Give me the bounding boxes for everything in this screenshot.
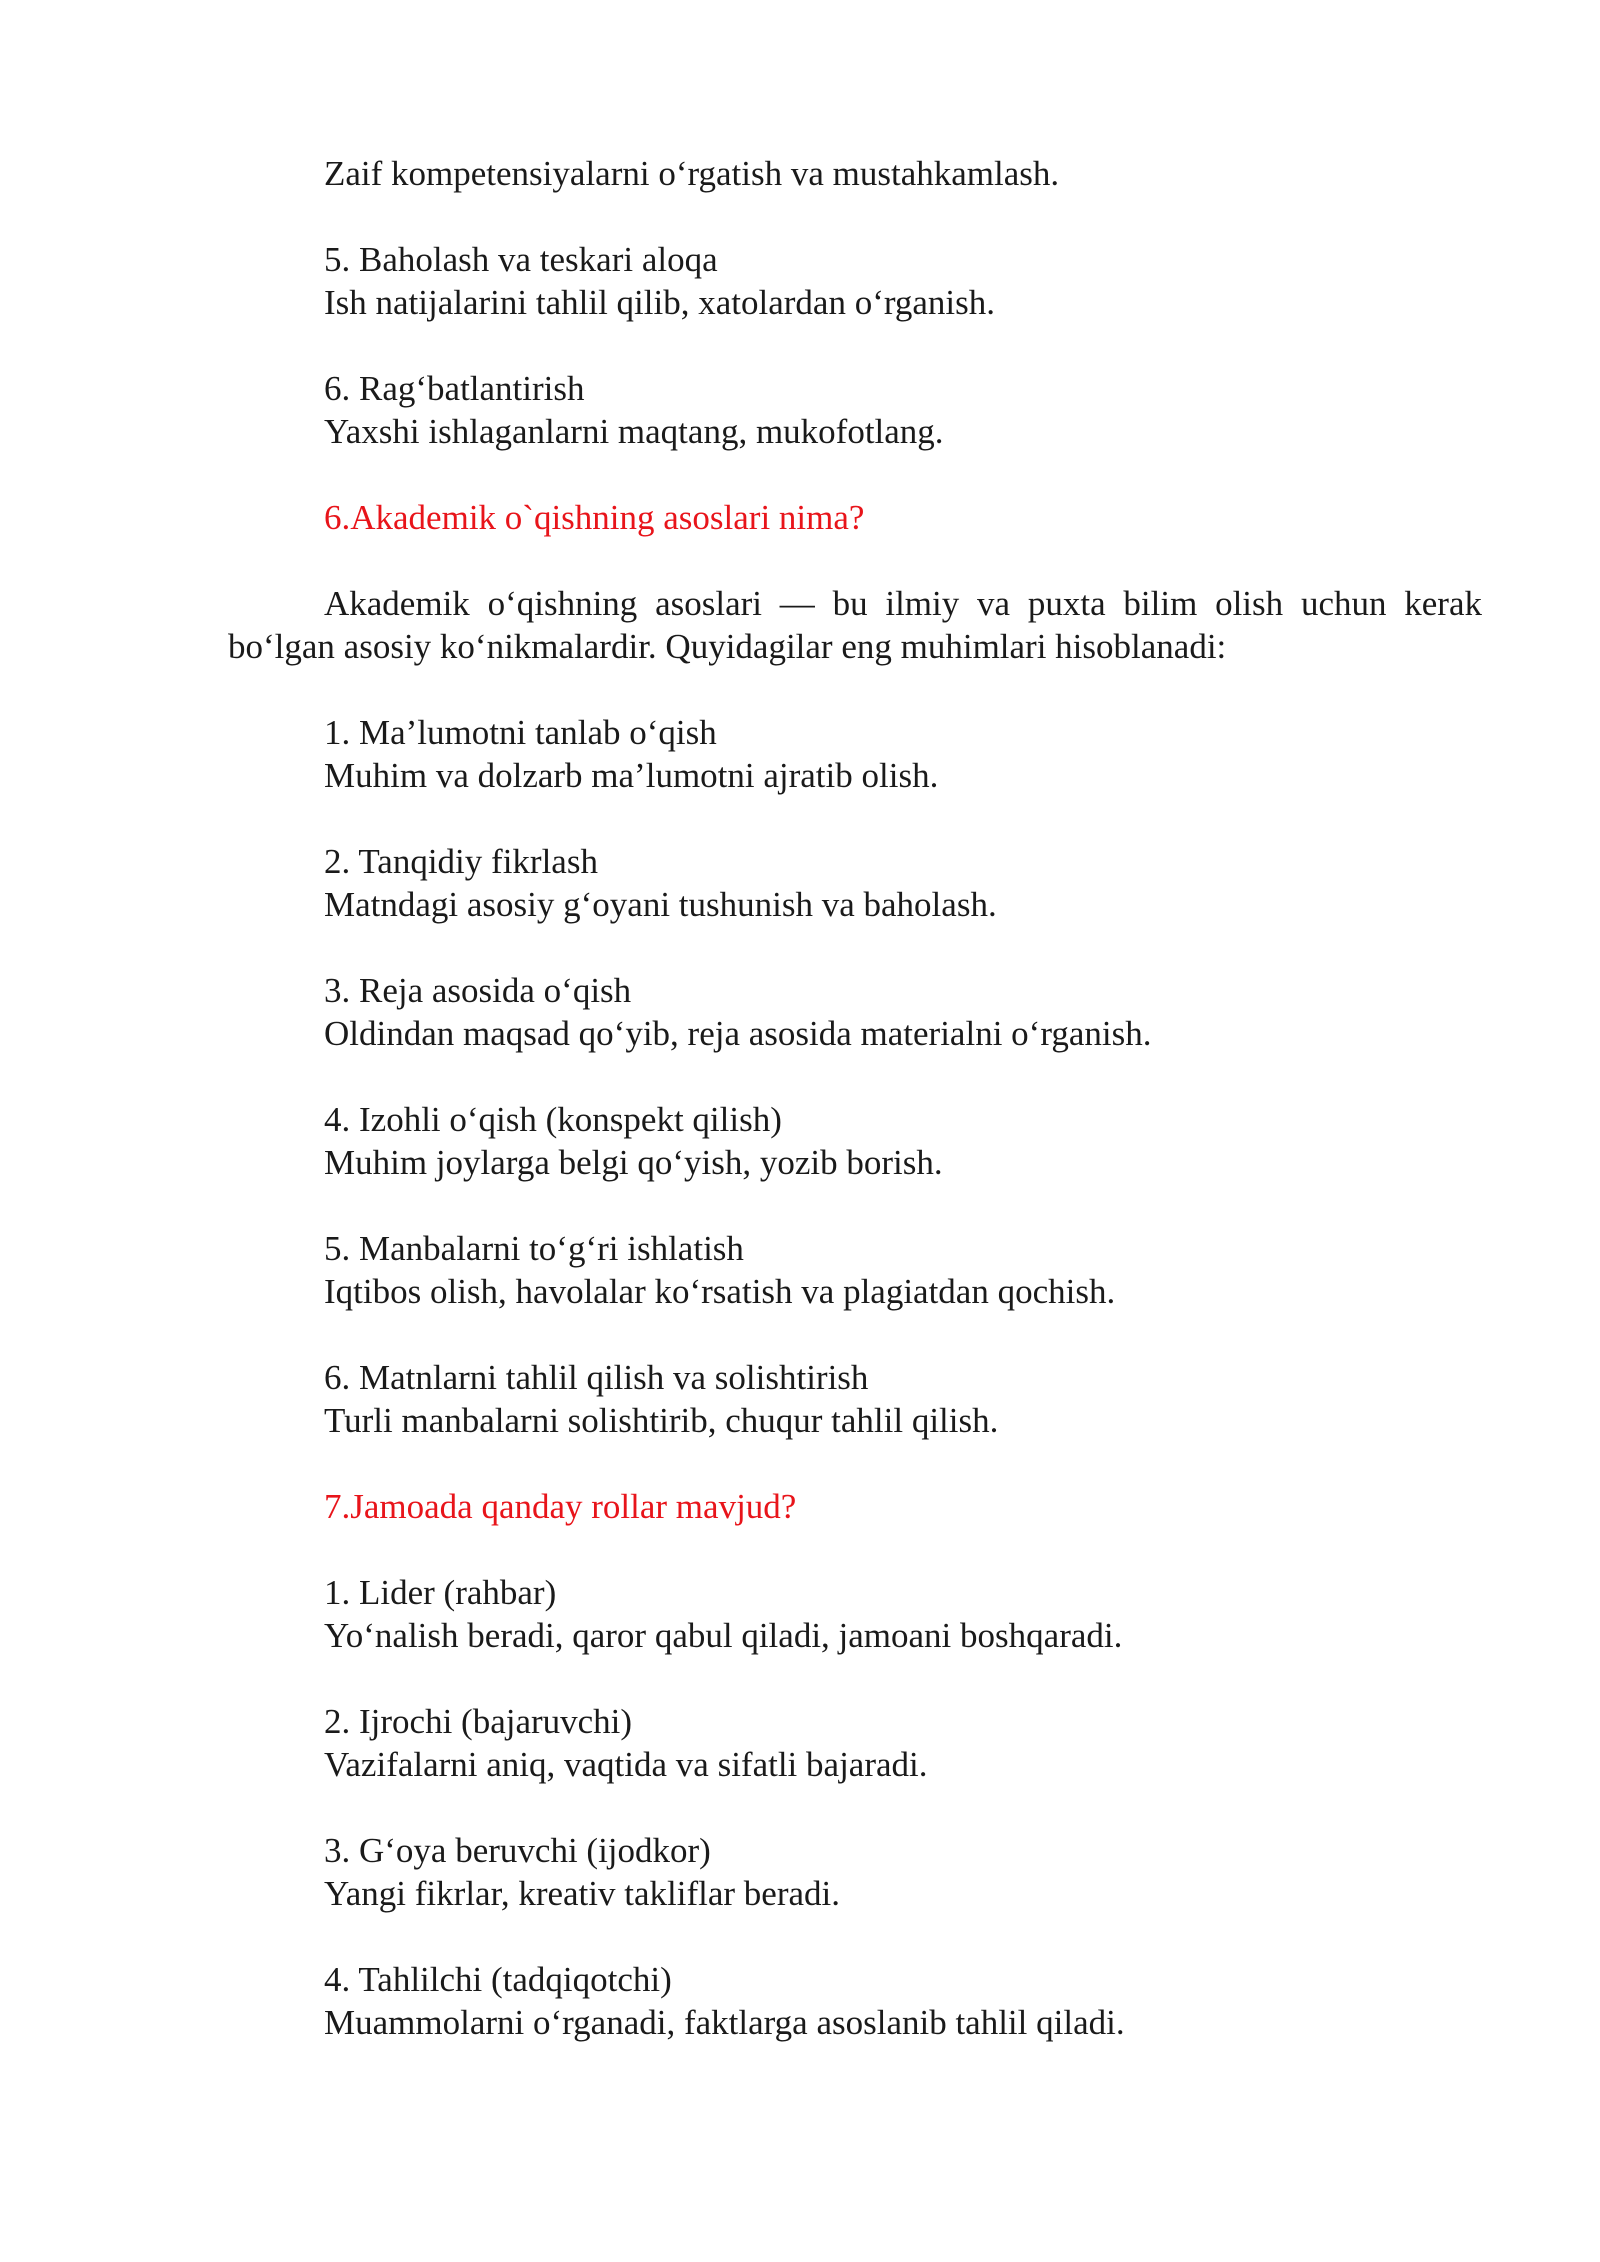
list-item-title: 6. Rag‘batlantirish	[324, 369, 585, 408]
list-item-desc: Muhim joylarga belgi qo‘yish, yozib borish.	[324, 1143, 943, 1182]
list-item-title: 5. Baholash va teskari aloqa	[324, 240, 718, 279]
section-heading: 7.Jamoada qanday rollar mavjud?	[324, 1487, 797, 1526]
list-item-desc: Ish natijalarini tahlil qilib, xatolardan o‘rganish.	[324, 283, 995, 322]
list-item-desc: Vazifalarni aniq, vaqtida va sifatli bajaradi.	[324, 1745, 928, 1784]
paragraph-line: Zaif kompetensiyalarni o‘rgatish va mustahkamlash.	[324, 154, 1060, 193]
section-heading: 6.Akademik o`qishning asoslari nima?	[324, 498, 865, 537]
list-item-title: 4. Izohli o‘qish (konspekt qilish)	[324, 1100, 782, 1139]
list-item-desc: Muhim va dolzarb ma’lumotni ajratib olish.	[324, 756, 939, 795]
list-item-title: 2. Tanqidiy fikrlash	[324, 842, 598, 881]
list-item-title: 4. Tahlilchi (tadqiqotchi)	[324, 1960, 672, 1999]
list-item-desc: Turli manbalarni solishtirib, chuqur tahlil qilish.	[324, 1401, 999, 1440]
list-item-title: 1. Ma’lumotni tanlab o‘qish	[324, 713, 717, 752]
list-item-desc: Yo‘nalish beradi, qaror qabul qiladi, jamoani boshqaradi.	[324, 1616, 1123, 1655]
list-item-desc: Yangi fikrlar, kreativ takliflar beradi.	[324, 1874, 840, 1913]
list-item-title: 2. Ijrochi (bajaruvchi)	[324, 1702, 633, 1741]
list-item-desc: Matndagi asosiy g‘oyani tushunish va baholash.	[324, 885, 997, 924]
list-item-desc: Yaxshi ishlaganlarni maqtang, mukofotlang.	[324, 412, 944, 451]
intro-paragraph: Akademik o‘qishning asoslari — bu ilmiy va puxta bilim olish uchun kerak bo‘lgan asosiy ko‘nikmalardir. Quyidagilar eng muhimlari hisoblanadi:	[228, 584, 1482, 666]
list-item-title: 1. Lider (rahbar)	[324, 1573, 557, 1612]
list-item-title: 6. Matnlarni tahlil qilish va solishtirish	[324, 1358, 869, 1397]
list-item-desc: Oldindan maqsad qo‘yib, reja asosida materialni o‘rganish.	[324, 1014, 1152, 1053]
list-item-desc: Muammolarni o‘rganadi, faktlarga asoslanib tahlil qiladi.	[324, 2003, 1125, 2042]
list-item-title: 5. Manbalarni to‘g‘ri ishlatish	[324, 1229, 744, 1268]
list-item-title: 3. G‘oya beruvchi (ijodkor)	[324, 1831, 711, 1870]
list-item-title: 3. Reja asosida o‘qish	[324, 971, 632, 1010]
list-item-desc: Iqtibos olish, havolalar ko‘rsatish va plagiatdan qochish.	[324, 1272, 1116, 1311]
